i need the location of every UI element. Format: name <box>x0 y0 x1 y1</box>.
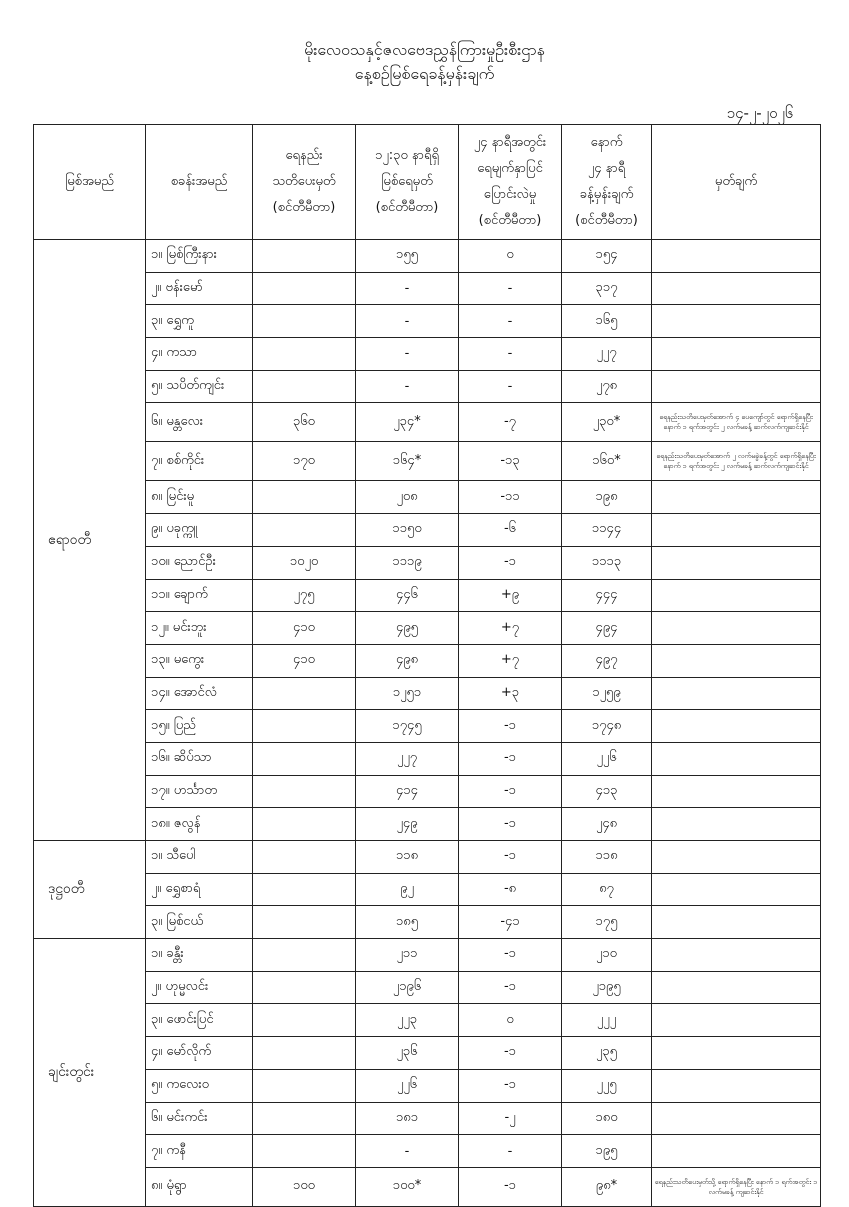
warning-cell <box>253 841 356 874</box>
remark-cell <box>652 514 821 547</box>
forecast-cell: ၂၃၅ <box>562 1037 652 1070</box>
warning-cell <box>253 481 356 514</box>
level-cell: ၁၈၁ <box>356 1102 459 1135</box>
level-cell: ၂၀၈ <box>356 481 459 514</box>
remark-cell <box>652 612 821 645</box>
warning-cell <box>253 338 356 371</box>
forecast-cell: ၄၉၄ <box>562 612 652 645</box>
level-cell: ၁၁၁၉ <box>356 546 459 579</box>
remark-cell <box>652 305 821 338</box>
station-cell: ၂။ ဟုမ္မလင်း <box>146 971 253 1004</box>
level-cell: ၁၁၈ <box>356 841 459 874</box>
table-row <box>34 1004 821 1037</box>
table-row <box>34 481 821 514</box>
change-cell: -၁၃ <box>459 442 562 481</box>
station-cell: ၁။ သီပေါ <box>146 841 253 874</box>
station-cell: ၇။ ကနီ <box>146 1135 253 1168</box>
station-cell: ၅။ သပိတ်ကျင်း <box>146 370 253 403</box>
warning-cell <box>253 370 356 403</box>
warning-cell <box>253 775 356 808</box>
level-cell: ၁၅၅ <box>356 240 459 273</box>
remark-cell <box>652 481 821 514</box>
change-cell: -၄၁ <box>459 906 562 939</box>
table-row <box>34 514 821 547</box>
remark-cell <box>652 1135 821 1168</box>
station-cell: ၃။ ဖောင်းပြင် <box>146 1004 253 1037</box>
remark-cell <box>652 272 821 305</box>
warning-cell <box>253 1069 356 1102</box>
station-cell: ၈။ မုံရွာ <box>146 1167 253 1206</box>
table-body <box>34 240 821 1207</box>
change-cell: -၁ <box>459 1167 562 1206</box>
col-header-forecast: နောက် ၂၄ နာရီ ခန့်မှန်းချက် (စင်တီမီတာ) <box>562 125 652 240</box>
warning-cell: ၁၇၀ <box>253 442 356 481</box>
warning-cell: ၄၁၀ <box>253 612 356 645</box>
table-row <box>34 971 821 1004</box>
table-row <box>34 939 821 972</box>
table-row <box>34 841 821 874</box>
col-header-river: မြစ်အမည် <box>34 125 146 240</box>
warning-cell <box>253 1004 356 1037</box>
station-cell: ၇။ စစ်ကိုင်း <box>146 442 253 481</box>
table-row <box>34 873 821 906</box>
station-cell: ၁၇။ ဟင်္သာတ <box>146 775 253 808</box>
station-cell: ၁၆။ ဆိပ်သာ <box>146 742 253 775</box>
table-row <box>34 677 821 710</box>
remark-cell <box>652 240 821 273</box>
forecast-cell: ၁၉၈ <box>562 481 652 514</box>
station-cell: ၃။ မြစ်ငယ် <box>146 906 253 939</box>
table-row <box>34 305 821 338</box>
change-cell: - <box>459 1135 562 1168</box>
warning-cell <box>253 808 356 841</box>
station-cell: ၁၂။ မင်းဘူး <box>146 612 253 645</box>
remark-cell: ရေနည်းသတိပေးမှတ်အောက် ၄ ပေကျော်တွင် ရောက်ရှိနေပြီး နောက် ၁ ရက်အတွင်း ၂ လက်မခန့် ဆက်လက်ကျဆင်းနိုင် <box>652 403 821 442</box>
warning-cell <box>253 1102 356 1135</box>
table-row <box>34 775 821 808</box>
forecast-cell: ၁၈၀ <box>562 1102 652 1135</box>
forecast-cell: ၂၂၆ <box>562 742 652 775</box>
change-cell: +၃ <box>459 677 562 710</box>
level-cell: ၁၆၄* <box>356 442 459 481</box>
table-row <box>34 240 821 273</box>
change-cell: -၁ <box>459 939 562 972</box>
station-cell: ၄။ ကသာ <box>146 338 253 371</box>
table-row <box>34 906 821 939</box>
warning-cell: ၁၀၀ <box>253 1167 356 1206</box>
change-cell: -၈ <box>459 873 562 906</box>
change-cell: -၁ <box>459 1037 562 1070</box>
forecast-cell: ၄၁၃ <box>562 775 652 808</box>
level-cell: ၂၂၆ <box>356 1069 459 1102</box>
level-cell: - <box>356 370 459 403</box>
remark-cell <box>652 808 821 841</box>
level-cell: ၂၃၆ <box>356 1037 459 1070</box>
change-cell: -၁၁ <box>459 481 562 514</box>
change-cell: ၀ <box>459 1004 562 1037</box>
forecast-cell: ၂၂၇ <box>562 338 652 371</box>
forecast-cell: ၂၁၉၅ <box>562 971 652 1004</box>
table-row <box>34 370 821 403</box>
remark-cell <box>652 971 821 1004</box>
warning-cell <box>253 1037 356 1070</box>
remark-cell <box>652 677 821 710</box>
change-cell: -၁ <box>459 971 562 1004</box>
station-cell: ၈။ မြင်းမူ <box>146 481 253 514</box>
warning-cell <box>253 240 356 273</box>
forecast-cell: ၂၂၅ <box>562 1069 652 1102</box>
level-cell: - <box>356 272 459 305</box>
station-cell: ၁၈။ ဇလွန် <box>146 808 253 841</box>
change-cell: -၆ <box>459 514 562 547</box>
col-header-remark: မှတ်ချက် <box>652 125 821 240</box>
remark-cell <box>652 873 821 906</box>
remark-cell: ရေနည်းသတိပေးမှတ်သို့ ရောက်ရှိနေပြီး နောက် ၁ ရက်အတွင်း ၁ လက်မခန့် ကျဆင်းနိုင် <box>652 1167 821 1206</box>
warning-cell <box>253 939 356 972</box>
forecast-cell: ၁၁၁၃ <box>562 546 652 579</box>
col-header-level: ၁၂:၃၀ နာရီရှိ မြစ်ရေမှတ် (စင်တီမီတာ) <box>356 125 459 240</box>
warning-cell <box>253 272 356 305</box>
change-cell: +၉ <box>459 579 562 612</box>
table-row <box>34 1167 821 1206</box>
remark-cell <box>652 775 821 808</box>
change-cell: - <box>459 305 562 338</box>
forecast-cell: ၁၁၄၄ <box>562 514 652 547</box>
remark-cell <box>652 742 821 775</box>
river-name-cell: ဧရာဝတီ <box>34 240 146 841</box>
station-cell: ၁၁။ ချောက် <box>146 579 253 612</box>
remark-cell <box>652 1004 821 1037</box>
warning-cell <box>253 873 356 906</box>
table-row <box>34 742 821 775</box>
level-cell: ၁၁၅၀ <box>356 514 459 547</box>
forecast-cell: ၂၂၂ <box>562 1004 652 1037</box>
forecast-cell: ၂၄၈ <box>562 808 652 841</box>
remark-cell <box>652 338 821 371</box>
forecast-cell: ၁၇၄၈ <box>562 710 652 743</box>
forecast-cell: ၂၃၀* <box>562 403 652 442</box>
table-row <box>34 579 821 612</box>
remark-cell <box>652 1102 821 1135</box>
station-cell: ၆။ မန္တလေး <box>146 403 253 442</box>
forecast-cell: ၃၁၇ <box>562 272 652 305</box>
warning-cell <box>253 742 356 775</box>
change-cell: -၁ <box>459 841 562 874</box>
col-header-change: ၂၄ နာရီအတွင်း ရေမျက်နှာပြင် ပြောင်းလဲမှု (စင်တီမီတာ) <box>459 125 562 240</box>
level-cell: ၁၇၄၅ <box>356 710 459 743</box>
level-cell: ၂၁၁ <box>356 939 459 972</box>
table-row <box>34 710 821 743</box>
river-name-cell: ဒုဋ္ဌဝတီ <box>34 841 146 939</box>
change-cell: -၁ <box>459 742 562 775</box>
level-cell: ၂၃၄* <box>356 403 459 442</box>
change-cell: -၁ <box>459 808 562 841</box>
station-cell: ၄။ မော်လိုက် <box>146 1037 253 1070</box>
level-cell: ၄၉၅ <box>356 612 459 645</box>
station-cell: ၅။ ကလေးဝ <box>146 1069 253 1102</box>
change-cell: ၀ <box>459 240 562 273</box>
station-cell: ၁၀။ ညောင်ဦး <box>146 546 253 579</box>
change-cell: -၁ <box>459 775 562 808</box>
change-cell: - <box>459 338 562 371</box>
change-cell: -၂ <box>459 1102 562 1135</box>
level-cell: ၁၂၅၁ <box>356 677 459 710</box>
table-row <box>34 808 821 841</box>
change-cell: -၁ <box>459 710 562 743</box>
river-name-cell: ချင်းတွင်း <box>34 939 146 1207</box>
station-cell: ၉။ ပခုက္ကူ <box>146 514 253 547</box>
forecast-cell: ၂၁၀ <box>562 939 652 972</box>
table-row <box>34 1135 821 1168</box>
col-header-station: စခန်းအမည် <box>146 125 253 240</box>
table-row <box>34 442 821 481</box>
warning-cell <box>253 971 356 1004</box>
change-cell: -၁ <box>459 1069 562 1102</box>
table-row <box>34 1037 821 1070</box>
level-cell: ၄၁၄ <box>356 775 459 808</box>
warning-cell <box>253 514 356 547</box>
forecast-cell: ၁၆၅ <box>562 305 652 338</box>
level-cell: - <box>356 305 459 338</box>
table-row <box>34 546 821 579</box>
forecast-cell: ၁၁၈ <box>562 841 652 874</box>
warning-cell: ၁၀၂၀ <box>253 546 356 579</box>
level-cell: ၄၉၈ <box>356 644 459 677</box>
station-cell: ၂။ ရွှေစာရံ <box>146 873 253 906</box>
level-cell: ၉၂ <box>356 873 459 906</box>
col-header-warning: ရေနည်း သတိပေးမှတ် (စင်တီမီတာ) <box>253 125 356 240</box>
change-cell: - <box>459 370 562 403</box>
level-cell: - <box>356 1135 459 1168</box>
forecast-cell: ၁၉၅ <box>562 1135 652 1168</box>
warning-cell: ၄၁၀ <box>253 644 356 677</box>
remark-cell <box>652 579 821 612</box>
remark-cell <box>652 906 821 939</box>
table-row <box>34 272 821 305</box>
level-cell: ၂၁၉၆ <box>356 971 459 1004</box>
remark-cell <box>652 1069 821 1102</box>
level-cell: ၂၂၃ <box>356 1004 459 1037</box>
river-level-table <box>33 124 821 1207</box>
warning-cell <box>253 906 356 939</box>
table-row <box>34 338 821 371</box>
forecast-cell: ၄၄၄ <box>562 579 652 612</box>
warning-cell <box>253 677 356 710</box>
remark-cell <box>652 710 821 743</box>
change-cell: -၇ <box>459 403 562 442</box>
station-cell: ၁။ ခန္တီး <box>146 939 253 972</box>
change-cell: +၇ <box>459 644 562 677</box>
level-cell: - <box>356 338 459 371</box>
table-row <box>34 644 821 677</box>
change-cell: - <box>459 272 562 305</box>
station-cell: ၃။ ရွှေကူ <box>146 305 253 338</box>
remark-cell <box>652 644 821 677</box>
table-row <box>34 1102 821 1135</box>
forecast-cell: ၁၆၀* <box>562 442 652 481</box>
station-cell: ၁၃။ မကွေး <box>146 644 253 677</box>
remark-cell <box>652 546 821 579</box>
warning-cell <box>253 305 356 338</box>
warning-cell <box>253 710 356 743</box>
table-header-row <box>34 125 821 240</box>
level-cell: ၂၂၇ <box>356 742 459 775</box>
forecast-cell: ၂၇၈ <box>562 370 652 403</box>
forecast-cell: ၁၇၅ <box>562 906 652 939</box>
table-row <box>34 612 821 645</box>
station-cell: ၆။ မင်းကင်း <box>146 1102 253 1135</box>
level-cell: ၁၈၅ <box>356 906 459 939</box>
station-cell: ၁။ မြစ်ကြီးနား <box>146 240 253 273</box>
report-date: ၁၄-၂-၂၀၂၆ <box>726 104 794 122</box>
page-subtitle: နေ့စဉ်မြစ်ရေခန့်မှန်းချက် <box>354 64 495 83</box>
forecast-cell: ၁၅၄ <box>562 240 652 273</box>
station-cell: ၂။ ဗန်းမော် <box>146 272 253 305</box>
remark-cell: ရေနည်းသတိပေးမှတ်အောက် ၂ လက်မခွဲခန့်တွင် ရောက်ရှိနေပြီး နောက် ၁ ရက်အတွင်း ၂ လက်မခန့် ဆက်လက်ကျဆင်းနိုင် <box>652 442 821 481</box>
forecast-cell: ၁၂၅၉ <box>562 677 652 710</box>
change-cell: -၁ <box>459 546 562 579</box>
table-row <box>34 1069 821 1102</box>
forecast-cell: ၉၈* <box>562 1167 652 1206</box>
page-title: မိုးလေဝသနှင့်ဇလဗေဒညွှန်ကြားမှုဦးစီးဌာန <box>304 40 545 59</box>
remark-cell <box>652 1037 821 1070</box>
level-cell: ၂၄၉ <box>356 808 459 841</box>
warning-cell: ၃၆၀ <box>253 403 356 442</box>
table-row <box>34 403 821 442</box>
level-cell: ၁၀၀* <box>356 1167 459 1206</box>
warning-cell <box>253 1135 356 1168</box>
station-cell: ၁၄။ အောင်လံ <box>146 677 253 710</box>
level-cell: ၄၄၆ <box>356 579 459 612</box>
forecast-cell: ၄၉၇ <box>562 644 652 677</box>
warning-cell: ၂၇၅ <box>253 579 356 612</box>
change-cell: +၇ <box>459 612 562 645</box>
forecast-cell: ၈၇ <box>562 873 652 906</box>
station-cell: ၁၅။ ပြည် <box>146 710 253 743</box>
remark-cell <box>652 939 821 972</box>
remark-cell <box>652 370 821 403</box>
remark-cell <box>652 841 821 874</box>
